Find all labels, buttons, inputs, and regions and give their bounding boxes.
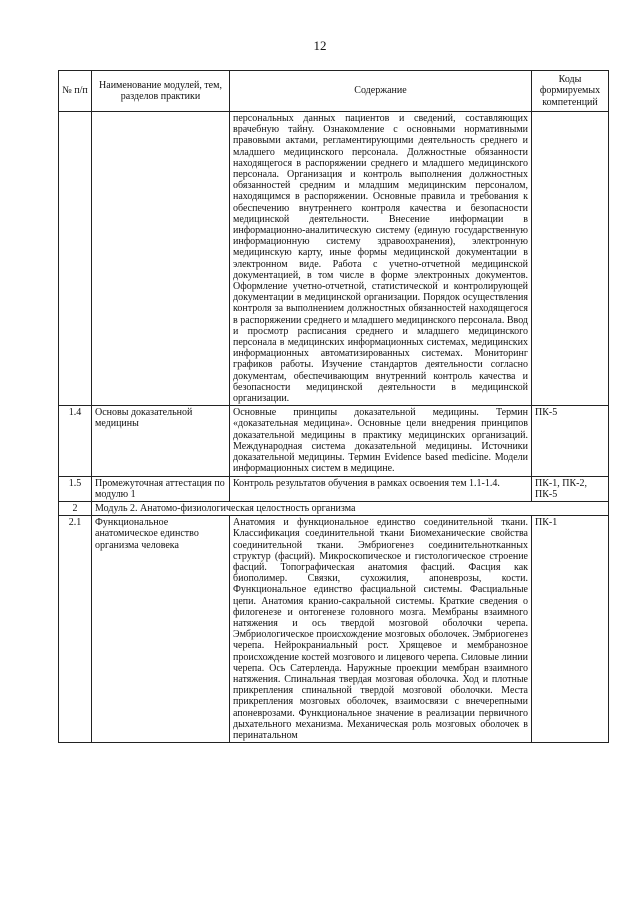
- row-name: [92, 112, 230, 406]
- table-row: [59, 406, 609, 476]
- table-row: [59, 476, 609, 501]
- row-codes: [532, 112, 609, 406]
- page-number: 12: [313, 38, 327, 53]
- module-row: [59, 501, 609, 515]
- table-header-row: [59, 71, 609, 112]
- row-codes: ПК-1, ПК-2, ПК-5: [532, 476, 609, 501]
- row-num: [59, 112, 92, 406]
- row-num: 1.4: [59, 406, 92, 476]
- header-content: Содержание: [230, 71, 532, 112]
- row-content: Контроль результатов обучения в рамках освоения тем 1.1-1.4.: [230, 476, 532, 501]
- row-name: Промежуточная аттестация по модулю 1: [92, 476, 230, 501]
- table-row: [59, 112, 609, 406]
- row-codes: ПК-5: [532, 406, 609, 476]
- row-num: 1.5: [59, 476, 92, 501]
- header-name: Наименование модулей, тем, разделов практики: [92, 71, 230, 112]
- module-title: Модуль 2. Анатомо-физиологическая целостность организма: [92, 501, 609, 515]
- row-name: Функциональное анатомическое единство организма человека: [92, 516, 230, 743]
- row-content: Анатомия и функциональное единство соединительной ткани. Классификация соединительной ткани Биомеханические свойства соединительной ткани. Эмбриогенез соединительнотканных структур (фасций). Микроскопическое и гистологическое строение фасций. Топографическая анатомия фасций. Фасция как биополимер. Связки, сухожилия, апоневрозы, кости. Функциональное единство фасциальной системы. Фасциальные цепи. Анатомия кранио-сакральной системы. Краткие сведения о филогенезе и онтогенезе головного мозга. Мембраны взаимного натяжения и ось твердой мозговой оболочки черепа. Эмбриологическое происхождение мозговых оболочек. Эмбриогенез черепа. Нейрокраниальный рост. Хрящевое и мембранозное происхождение костей мозгового и лицевого черепа. Силовые линии черепа. Ось Сатерленда. Наружные проекции мембран взаимного натяжения. Спинальная твердая мозговая оболочка. Ход и плотные прикрепления спинальной твердой мозговой оболочки. Места прикрепления мозговых оболочек, взаимосвязи с внечерепными апоневрозами. Функциональное значение в реализации первичного дыхательного механизма. Механическая роль мозговых оболочек в перинатальном: [230, 516, 532, 743]
- row-num: 2.1: [59, 516, 92, 743]
- row-content: персональных данных пациентов и сведений, составляющих врачебную тайну. Ознакомление с основными нормативными правовыми актами, регламентирующими деятельность среднего и младшего медицинского персонала. Должностные обязанности находящегося в распоряжении среднего и младшего медицинского персонала. Организация и контроль выполнения должностных обязанностей средним и младшим медицинским персоналом, находящимся в распоряжении. Основные правила и требования к обеспечению внутреннего контроля качества и безопасности медицинской деятельности. Внесение информации в информационно-аналитическую систему (единую государственную информационную систему здравоохранения), электронную медицинскую карту, иные формы медицинской документации в электронном виде. Работа с учетно-отчетной медицинской документацией, в том числе в форме электронных документов. Оформление учетно-отчетной, статистической и контролирующей документации в медицинской организации. Порядок осуществления контроля за выполнением должностных обязанностей находящегося в распоряжении среднего и младшего медицинского персонала. Ввод и просмотр расписания среднего и младшего медицинского персонала в медицинских информационных системах, медицинских информационных автоматизированных системах. Мониторинг графиков работы. Изучение стандартов деятельности согласно документам, обеспечивающим внутренний контроль качества и безопасности медицинской деятельности в медицинской организации.: [230, 112, 532, 406]
- row-codes: ПК-1: [532, 516, 609, 743]
- row-content: Основные принципы доказательной медицины. Термин «доказательная медицина». Основные цели внедрения принципов доказательной медицины в практику медицинских организаций. Международная система доказательной медицины. Источники доказательной медицины. Термин Evidence based medicine. Модели информационных систем в медицине.: [230, 406, 532, 476]
- header-codes: Коды формируемых компетенций: [532, 71, 609, 112]
- module-num: 2: [59, 501, 92, 515]
- curriculum-table: [58, 70, 609, 743]
- row-name: Основы доказательной медицины: [92, 406, 230, 476]
- header-num: № п/п: [59, 71, 92, 112]
- table-row: [59, 516, 609, 743]
